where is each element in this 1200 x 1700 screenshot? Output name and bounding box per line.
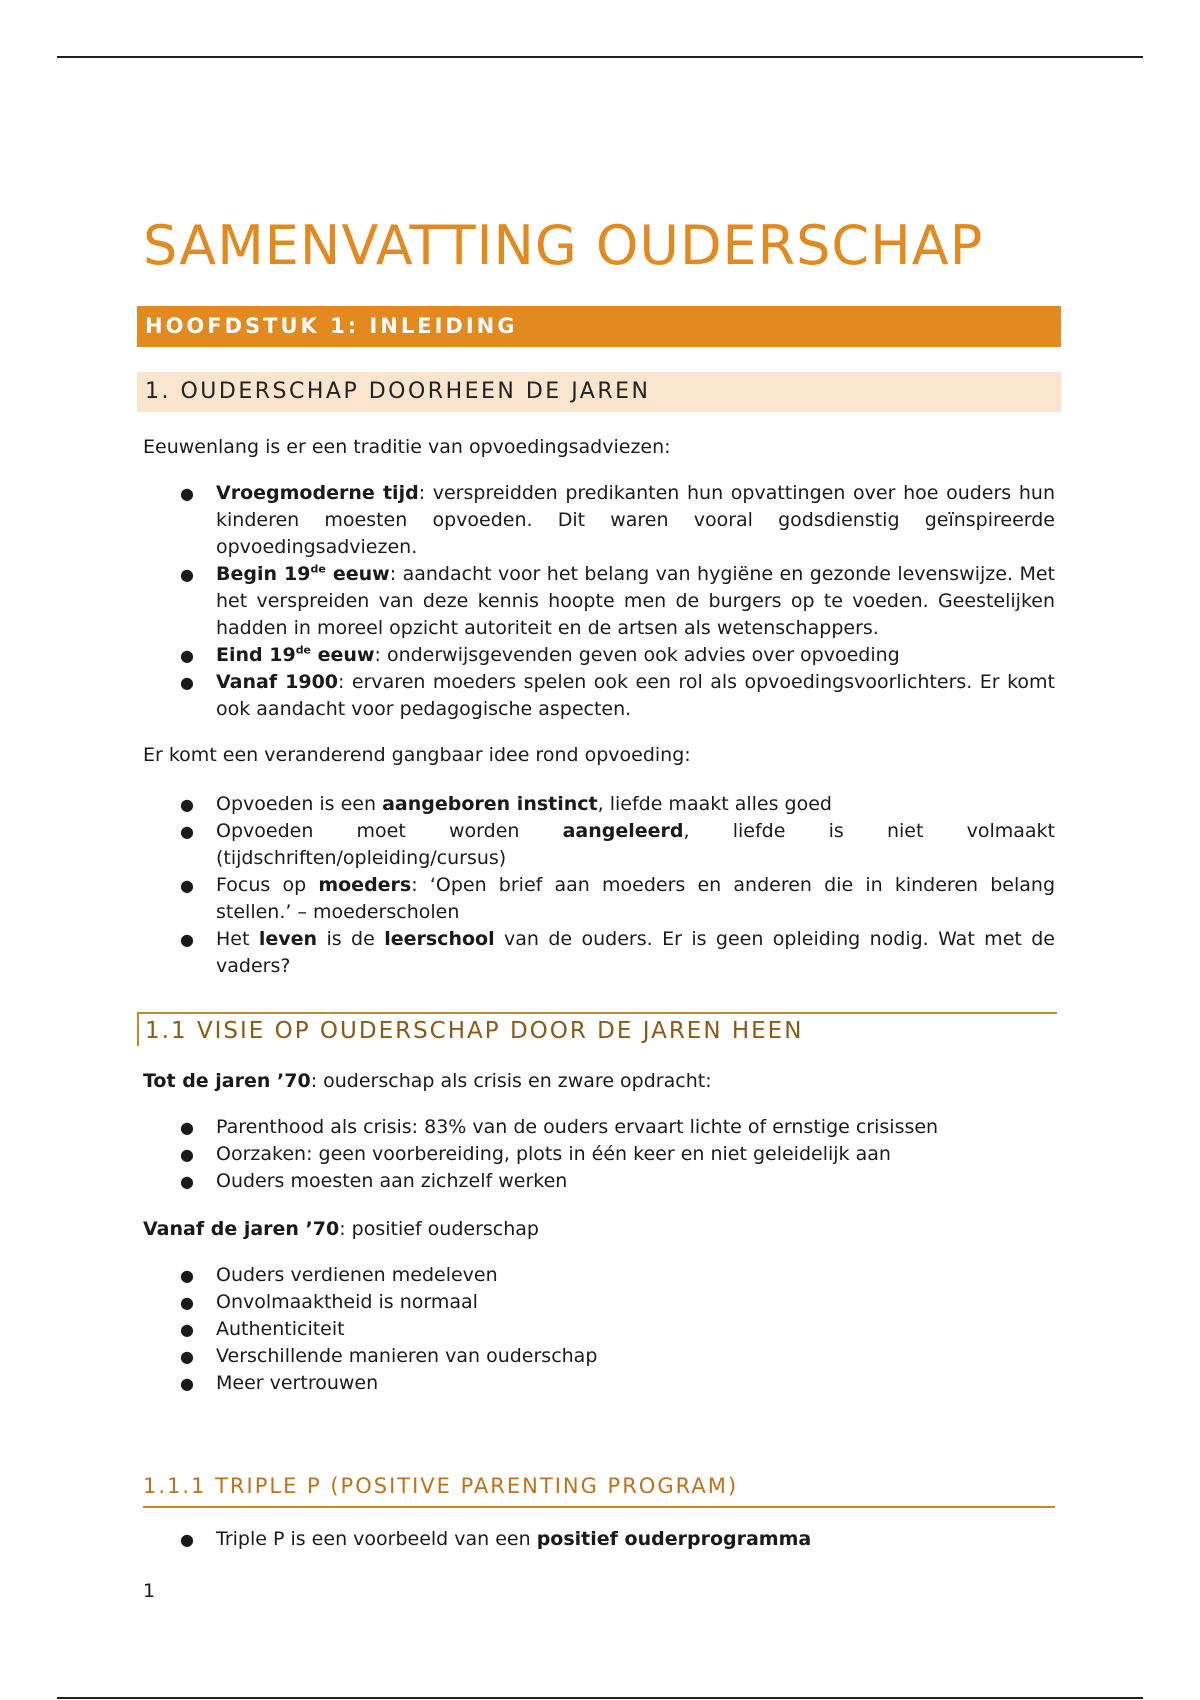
bullet-icon: ● xyxy=(180,673,194,692)
list-item: ● Ouders moesten aan zichzelf werken xyxy=(180,1168,1055,1195)
list-item: ● Opvoeden is een aangeboren instinct, liefde maakt alles goed xyxy=(180,791,1055,818)
list-item: ● Focus op moeders: ‘Open brief aan moeders en anderen die in kinderen belang stellen.’ – moederscholen xyxy=(180,874,1056,923)
subsubsection-heading-text: 1.1.1 TRIPLE P (POSITIVE PARENTING PROGRAM) xyxy=(143,1474,739,1498)
bullet-icon: ● xyxy=(180,1530,194,1549)
section-heading xyxy=(137,372,1061,412)
bullet-icon: ● xyxy=(180,484,194,503)
header-rule xyxy=(57,56,1143,58)
bullet-icon: ● xyxy=(180,1118,194,1137)
page-number: 1 xyxy=(143,1580,156,1602)
section-heading-text: 1. OUDERSCHAP DOORHEEN DE JAREN xyxy=(145,379,651,404)
bullet-icon: ● xyxy=(180,1172,194,1191)
bullet-icon: ● xyxy=(180,565,194,584)
bullet-icon: ● xyxy=(180,1266,194,1285)
intro-paragraph-1: Eeuwenlang is er een traditie van opvoedingsadviezen: xyxy=(143,436,671,458)
bullet-icon: ● xyxy=(180,1320,194,1339)
bullet-icon: ● xyxy=(180,1347,194,1366)
list-item: ● Opvoeden moet worden aangeleerd, liefde is niet volmaakt (tijdschriften/opleiding/cursus) xyxy=(180,820,1055,869)
paragraph-tot-jaren-70: Tot de jaren ’70: ouderschap als crisis en zware opdracht: xyxy=(143,1070,712,1092)
footer-rule xyxy=(57,1697,1143,1699)
list-item: ● Begin 19de eeuw: aandacht voor het belang van hygiëne en gezonde levenswijze. Met het verspreiden van deze kennis hoopte men de burgers op te voeden. Geestelijken hadden in moreel opzicht autoriteit en de artsen als wetenschappers. xyxy=(180,562,1055,639)
bullet-icon: ● xyxy=(180,930,194,949)
list-item: ● Authenticiteit xyxy=(180,1316,1055,1343)
list-item: ● Onvolmaaktheid is normaal xyxy=(180,1289,1055,1316)
bullet-icon: ● xyxy=(180,1293,194,1312)
bullet-icon: ● xyxy=(180,795,194,814)
bullet-icon: ● xyxy=(180,1145,194,1164)
list-item: ● Meer vertrouwen xyxy=(180,1370,1055,1397)
subsection-heading xyxy=(137,1012,1057,1046)
bullet-list-ideas xyxy=(180,791,1055,980)
bullet-list-positive xyxy=(180,1262,1055,1397)
list-item: ● Eind 19de eeuw: onderwijsgevenden geven ook advies over opvoeding xyxy=(180,642,1055,669)
list-item: ● Oorzaken: geen voorbereiding, plots in één keer en niet geleidelijk aan xyxy=(180,1141,1055,1168)
intro-paragraph-2: Er komt een veranderend gangbaar idee rond opvoeding: xyxy=(143,744,691,766)
bullet-icon: ● xyxy=(180,822,194,841)
bullet-icon: ● xyxy=(180,876,194,895)
bullet-icon: ● xyxy=(180,1374,194,1393)
subsection-heading-text: 1.1 VISIE OP OUDERSCHAP DOOR DE JAREN HEEN xyxy=(145,1018,804,1044)
list-item: ● Het leven is de leerschool van de ouders. Er is geen opleiding nodig. Wat met de vaders? xyxy=(180,928,1055,977)
bullet-list-crisis xyxy=(180,1114,1055,1195)
list-item: ● Vanaf 1900: ervaren moeders spelen ook een rol als opvoedingsvoorlichters. Er komt ook aandacht voor pedagogische aspecten. xyxy=(180,671,1055,720)
list-item: ● Parenthood als crisis: 83% van de ouders ervaart lichte of ernstige crisissen xyxy=(180,1114,1055,1141)
subsubsection-heading xyxy=(143,1474,1055,1508)
list-item: ● Vroegmoderne tijd: verspreidden predikanten hun opvattingen over hoe ouders hun kinderen moesten opvoeden. Dit waren vooral godsdienstig geïnspireerde opvoedingsadviezen. xyxy=(180,482,1055,558)
bullet-icon: ● xyxy=(180,646,194,665)
paragraph-vanaf-jaren-70: Vanaf de jaren ’70: positief ouderschap xyxy=(143,1218,539,1240)
document-title: SAMENVATTING OUDERSCHAP xyxy=(143,214,984,277)
bullet-list-triple-p xyxy=(180,1526,1055,1553)
bullet-list-history xyxy=(180,480,1055,723)
list-item: ● Triple P is een voorbeeld van een positief ouderprogramma xyxy=(180,1526,1055,1553)
chapter-heading xyxy=(137,306,1061,347)
list-item: ● Ouders verdienen medeleven xyxy=(180,1262,1055,1289)
chapter-heading-text: HOOFDSTUK 1: INLEIDING xyxy=(145,314,518,338)
list-item: ● Verschillende manieren van ouderschap xyxy=(180,1343,1055,1370)
